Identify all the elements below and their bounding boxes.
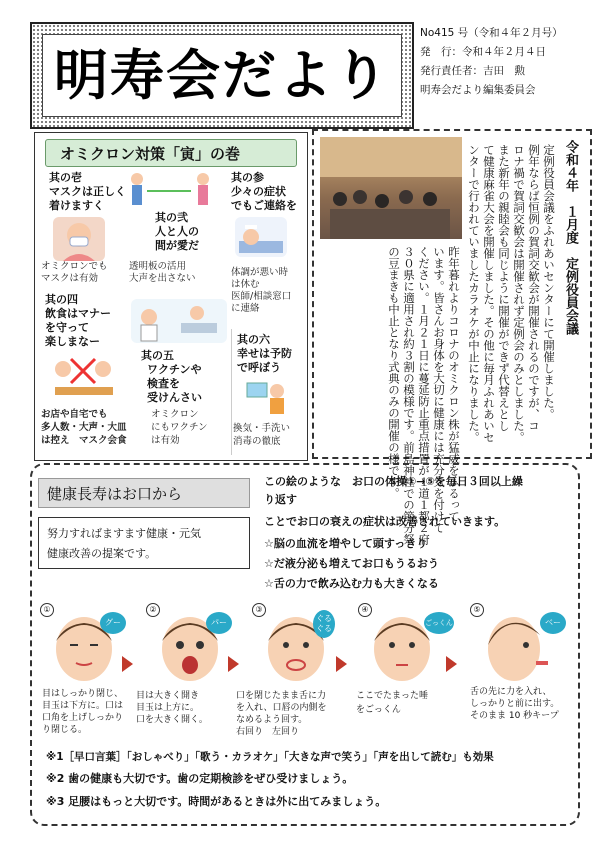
health-heading: 健康長寿はお口から: [38, 478, 250, 508]
step-5-number: ⑤: [470, 603, 484, 617]
rule-1-num: 其の壱: [49, 171, 82, 184]
sick-illustration: [235, 217, 287, 257]
proposal-line-1: 努力すればますます健康・元気: [47, 527, 201, 540]
rule-5-note1: オミクロン: [151, 409, 199, 420]
footnote-2: ※2 歯の健康も大切です。歯の定期検診をぜひ受けましょう。: [46, 772, 354, 785]
intro-line-2: り返す: [264, 493, 297, 506]
benefit-1: ☆脳の血流を増やして頭すっきり: [264, 537, 428, 550]
vaccine-illustration: [131, 299, 227, 343]
step-4-number: ④: [358, 603, 372, 617]
rule-4-num: 其の四: [45, 293, 78, 306]
rule-3-num: 其の参: [231, 171, 264, 184]
rule-1-note2: マスクは有効: [41, 273, 99, 284]
arrow-1-2: [122, 656, 133, 672]
step-1-bubble: グー: [100, 612, 126, 634]
rule-6-text1: 幸せは予防: [237, 347, 292, 360]
rule-3-note3: 医師/相談窓口: [231, 291, 292, 302]
rule-2-note1: 透明板の活用: [129, 261, 187, 272]
rule-6-note2: 消毒の徹底: [233, 436, 281, 447]
rule-4-text3: 楽しまなー: [45, 335, 100, 348]
issue-editor: 発行責任者：吉田 勲: [420, 65, 525, 77]
step-3-number: ③: [252, 603, 266, 617]
rule-1-note1: オミクロンでも: [41, 261, 108, 272]
rule-2-text2: 間が愛だ: [155, 239, 199, 252]
rule-4-note3: は控え マスク会食: [41, 435, 127, 446]
article-col-9: ください。１月２１日に蔓延防止重点措置が１道１都２府: [417, 246, 431, 545]
step-4-line-2: をごっくん: [356, 705, 401, 715]
article-col-10: ３０県に適用され約３割の模様です。前島神社での節分祭: [402, 246, 416, 545]
step-5-line-3: そのまま 10 秒キープ: [470, 711, 559, 721]
rule-1-text1: マスクは正しく: [49, 185, 126, 198]
article-col-6: ンターで行われていましたカラオケが中止になりました。: [467, 144, 481, 443]
rule-3-note1: 体調が悪い時: [231, 267, 289, 278]
rule-3-text1: 少々の症状: [231, 185, 286, 198]
step-2-number: ②: [146, 603, 160, 617]
benefit-2: ☆だ液分泌も増えてお口もうるおう: [264, 557, 439, 570]
rule-4-note2: 多人数・大声・大皿: [41, 422, 127, 433]
mask-illustration: [53, 217, 105, 261]
distance-illustration: [127, 171, 213, 209]
step-5-bubble: ベー: [540, 612, 566, 634]
rule-2-text1: 人と人の: [155, 225, 199, 238]
step-1-line-1: 目はしっかり閉じ、: [42, 689, 124, 699]
rule-5-text3: 受けんさい: [147, 391, 202, 404]
proposal-line-2: 健康改善の提案です。: [47, 547, 157, 560]
rule-2-num: 其の弐: [155, 211, 188, 224]
footnote-1: ※1［早口言葉］「おしゃべり」「歌う・カラオケ」「大きな声で笑う」「声を出して読む」も効果: [46, 751, 494, 763]
issue-committee: 明寿会だより編集委員会: [420, 84, 536, 96]
issue-published: 発 行：令和４年２月４日: [420, 46, 546, 58]
rule-3-note4: に連絡: [231, 303, 260, 314]
dining-illustration: [47, 353, 121, 403]
step-1-number: ①: [40, 603, 54, 617]
rule-1-text2: 着けますく: [49, 199, 104, 212]
rule-4-note1: お店や自宅でも: [41, 409, 108, 420]
issue-number: No415 号（令和４年２月号）: [420, 27, 563, 39]
article-col-3: ロナ禍で賀詞交歓会は開催されず定例会のみとしました。: [512, 144, 526, 443]
article-col-8: います。皆さんお身体を大切に健康には充分気を付けて: [432, 246, 446, 534]
step-3-line-1: 口を閉じたまま舌に力: [236, 691, 327, 701]
article-col-11: の豆まきも中止となり式典のみの開催の様です。: [387, 246, 401, 499]
rule-3-note2: は休む: [231, 279, 260, 290]
newsletter-title: 明寿会だより: [54, 43, 390, 107]
rule-6-note1: 換気・手洗い: [233, 423, 291, 434]
rule-6-text2: で呼ぼう: [237, 361, 281, 374]
rule-4-text1: 飲食はマナー: [45, 307, 111, 320]
step-4-line-1: ここでたまった唾: [356, 691, 429, 701]
step-2-bubble: パー: [206, 612, 232, 634]
arrow-3-4: [336, 656, 347, 672]
footnote-3: ※3 足腰はもっと大切です。時間があるときは外に出てみましょう。: [46, 795, 387, 808]
rule-3-text2: でもご連絡を: [231, 199, 297, 212]
meeting-photo: [320, 137, 462, 239]
article-col-4: また新年の親睦会も同じように開催ができず代替えとし: [497, 144, 511, 432]
arrow-2-3: [228, 656, 239, 672]
article-col-7: 昨年暮れよりコロナのオミクロン株が猛威をふるって: [447, 246, 461, 522]
benefit-3: ☆舌の力で飲み込む力も大きくなる: [264, 577, 439, 590]
step-3-bubble: ぐるぐる: [313, 610, 335, 638]
proposal-box: [38, 517, 250, 569]
step-2-line-1: 目は大きく開き: [136, 691, 200, 701]
rule-5-note3: は有効: [151, 435, 180, 446]
issue-info: [420, 24, 590, 100]
omicron-panel: [34, 132, 308, 461]
rule-5-text1: ワクチンや: [147, 363, 202, 376]
handwash-illustration: [243, 377, 291, 417]
rule-2-note2: 大声を出さない: [129, 273, 196, 284]
masthead-inner: [42, 34, 402, 117]
article-col-5: て健康麻雀大会を開催しました。その他に毎月ふれあいセ: [482, 144, 496, 443]
arrow-4-5: [446, 656, 457, 672]
intro-line-1: この絵のような お口の体操①→⑤を毎日３回以上繰: [264, 475, 523, 488]
step-1-line-3: 口角を上げしっかり: [42, 713, 124, 723]
article-title: 令和４年 １月度 定例役員会議: [563, 140, 578, 335]
step-4-bubble: ごっくん: [424, 612, 454, 634]
step-5-line-1: 舌の先に力を入れ、: [470, 687, 552, 697]
step-1-line-2: 目玉は下方に。口は: [42, 701, 124, 711]
masthead: [30, 22, 414, 129]
step-2-line-3: 口を大きく開く。: [136, 715, 208, 725]
rule-5-note2: にもワクチン: [151, 422, 208, 433]
intro-line-3: ことでお口の衰えの症状は改善されていきます。: [264, 515, 506, 528]
rule-5-text2: 検査を: [147, 377, 180, 390]
article-col-2: 例年ならば恒例の賀詞交歓会が開催されるのですが、コ: [527, 144, 541, 432]
step-2-line-2: 目玉は上方に。: [136, 703, 200, 713]
rule-4-text2: を守って: [45, 321, 89, 334]
step-3-line-2: を入れ、口唇の内側を: [236, 703, 327, 713]
step-1-line-4: り閉じる。: [42, 725, 88, 735]
step-3-line-3: なめるよう回す。: [236, 715, 308, 725]
omicron-banner: オミクロン対策「寅」の巻: [45, 139, 297, 167]
step-5-line-2: しっかりと前に出す。: [470, 699, 560, 709]
rule-5-num: 其の五: [141, 349, 174, 362]
step-3-line-4: 右回り 左回り: [236, 727, 300, 737]
article-col-1: 定例役員会議をふれあいセンターにて開催しました。: [542, 144, 556, 420]
rule-6-num: 其の六: [237, 333, 270, 346]
